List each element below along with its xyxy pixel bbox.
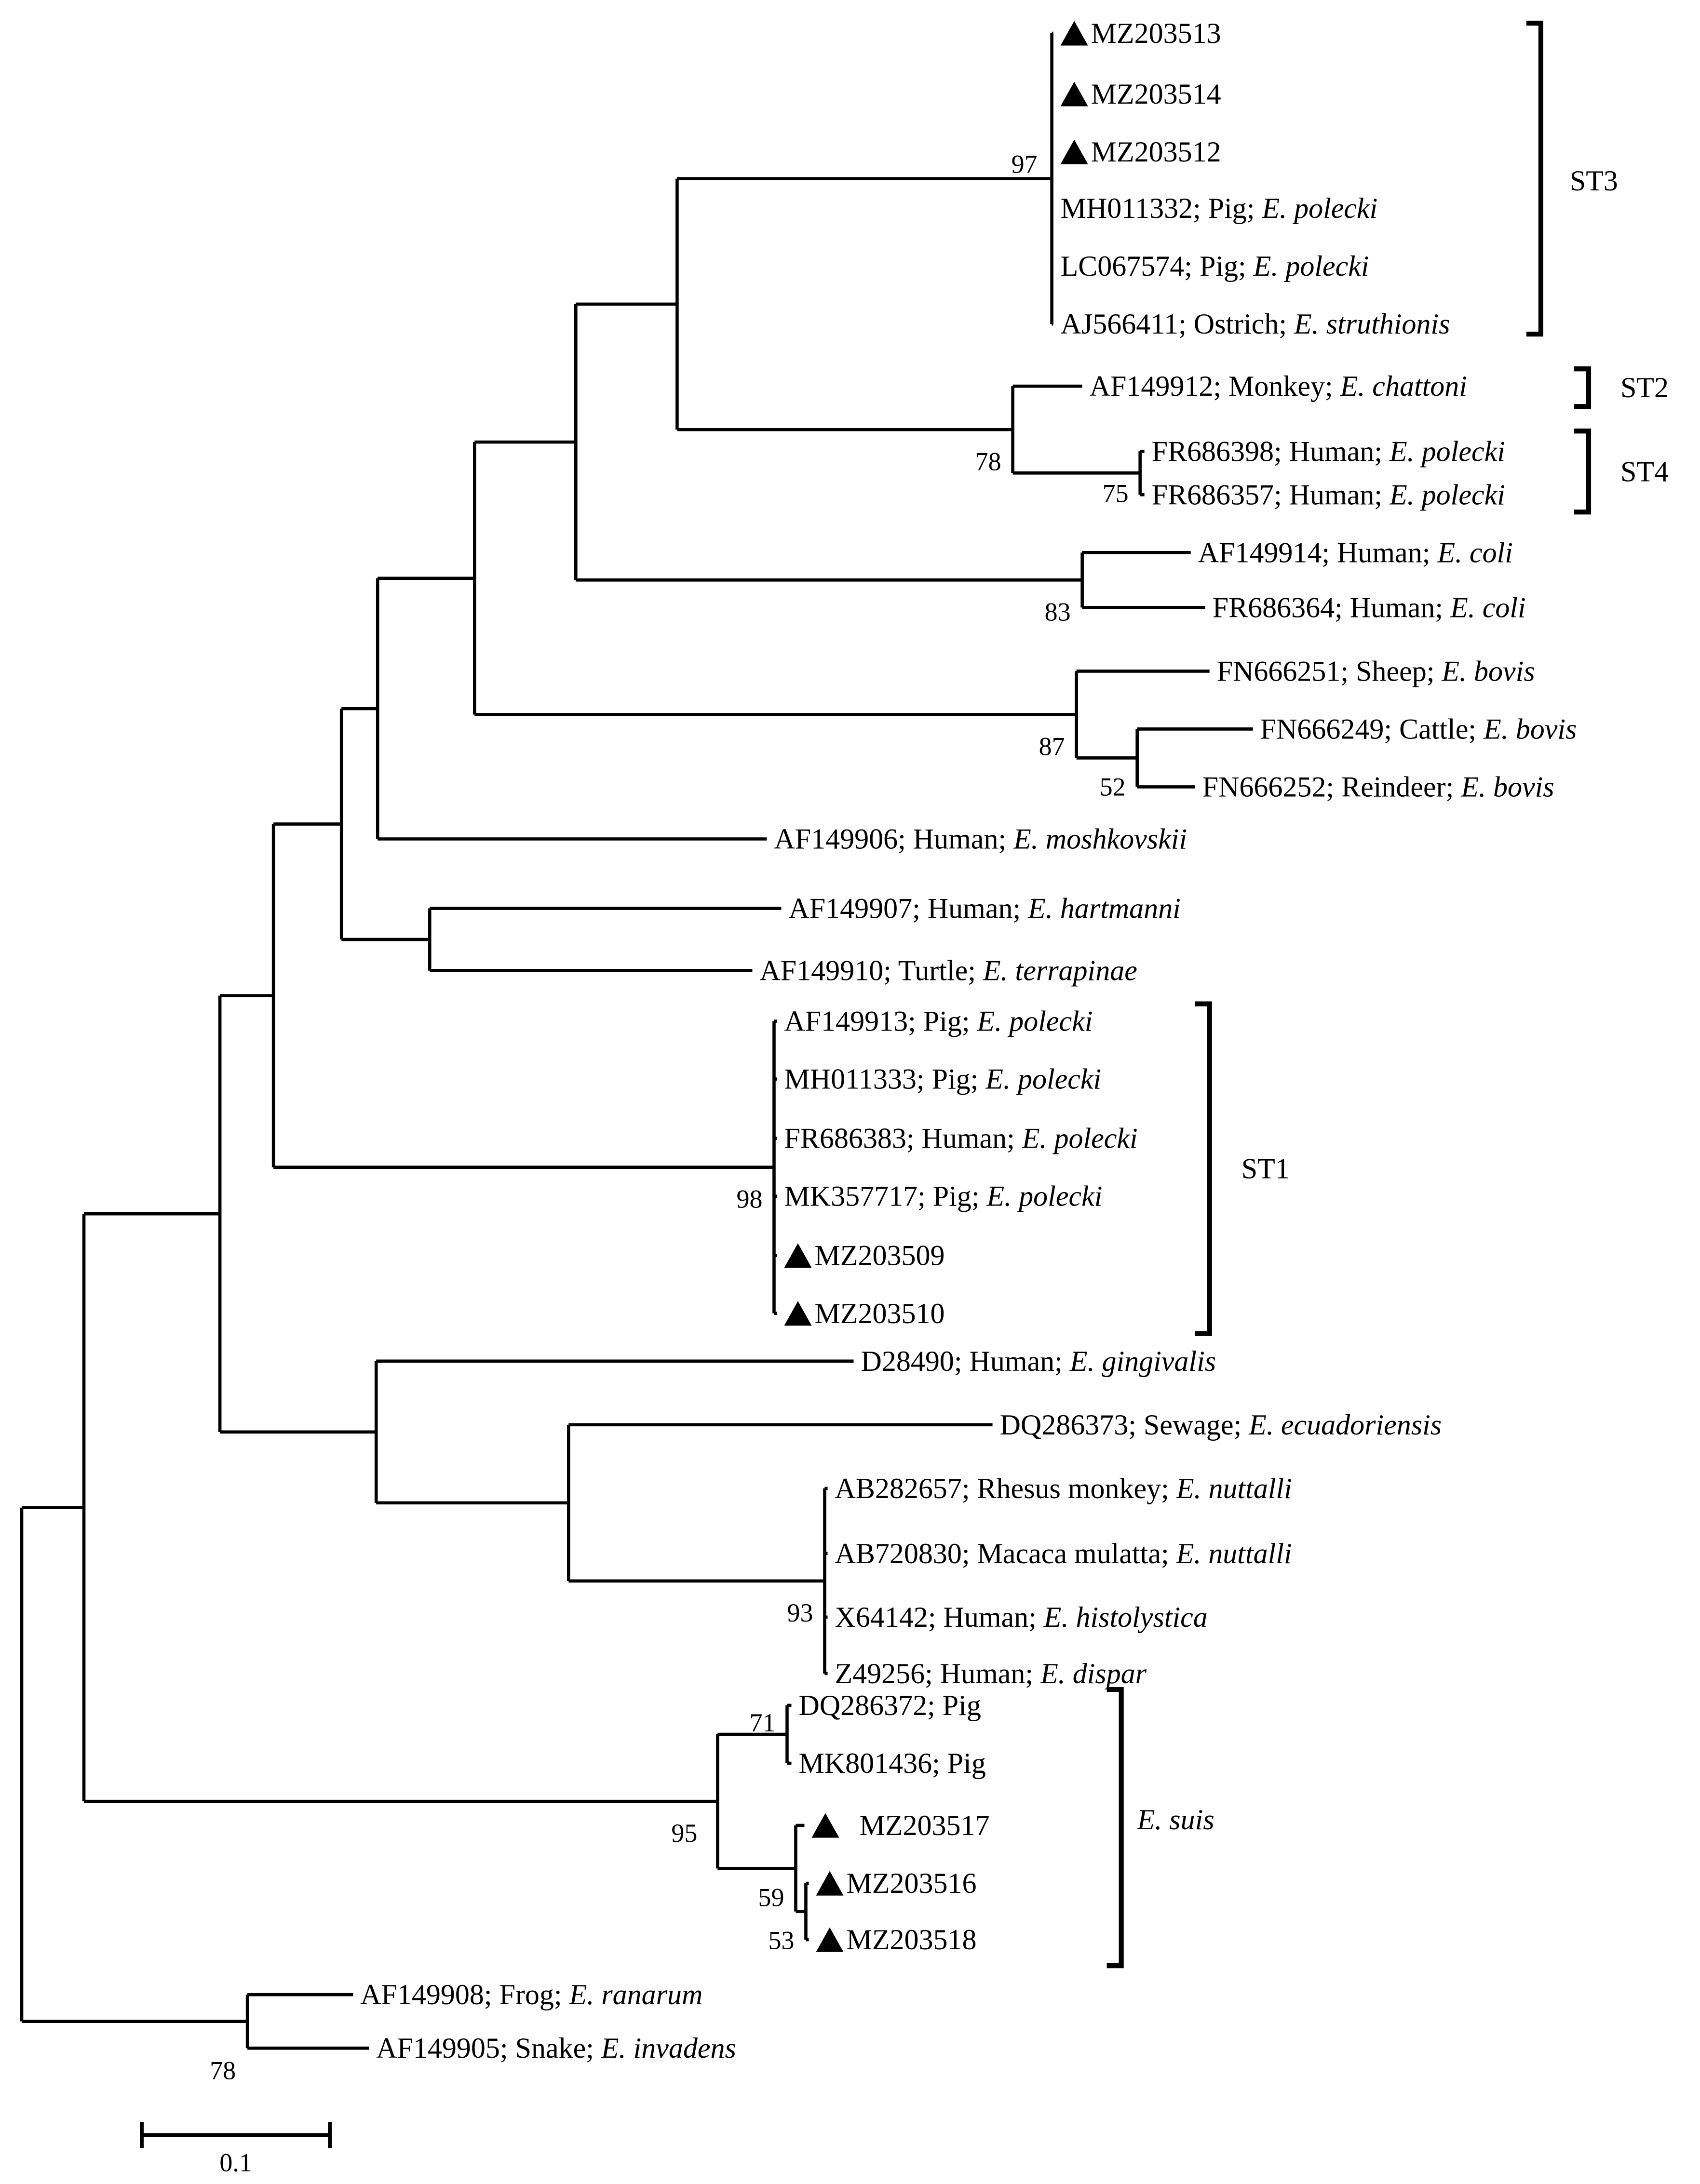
taxon-label: MZ203517	[859, 1809, 990, 1842]
taxon-label: LC067574; Pig; E. polecki	[1060, 250, 1369, 282]
taxon-label: MZ203516	[846, 1867, 977, 1900]
sample-triangle-icon	[1061, 82, 1088, 107]
taxon-label: AF149910; Turtle; E. terrapinae	[759, 954, 1137, 987]
taxon-label: AF149905; Snake; E. invadens	[376, 2032, 736, 2064]
sample-triangle-icon	[816, 1928, 843, 1952]
taxon-label: MZ203513	[1091, 17, 1221, 50]
taxon-label: MK357717; Pig; E. polecki	[784, 1180, 1103, 1212]
bootstrap-value: 97	[1011, 149, 1038, 179]
taxon-label: AF149912; Monkey; E. chattoni	[1089, 370, 1467, 402]
sample-triangle-icon	[784, 1243, 811, 1268]
taxon-label: MZ203512	[1091, 136, 1221, 168]
taxon-label: AF149908; Frog; E. ranarum	[360, 1979, 703, 2011]
clade-bracket	[1574, 369, 1589, 406]
bootstrap-value: 75	[1102, 479, 1129, 508]
clade-label: ST3	[1569, 165, 1618, 197]
taxon-label: FN666249; Cattle; E. bovis	[1260, 713, 1577, 745]
bootstrap-value: 98	[736, 1184, 763, 1214]
clade-label: ST2	[1620, 372, 1669, 404]
taxon-label: AJ566411; Ostrich; E. struthionis	[1060, 308, 1450, 340]
taxon-label: FR686398; Human; E. polecki	[1151, 435, 1505, 468]
taxon-label: AB720830; Macaca mulatta; E. nuttalli	[835, 1537, 1292, 1569]
taxon-label: AF149914; Human; E. coli	[1198, 536, 1513, 569]
taxon-label: DQ286373; Sewage; E. ecuadoriensis	[999, 1408, 1442, 1441]
clade-bracket	[1574, 431, 1589, 512]
bootstrap-value: 52	[1099, 772, 1126, 802]
sample-triangle-icon	[811, 1813, 839, 1838]
clade-label: E. suis	[1137, 1804, 1214, 1836]
clade-label: ST1	[1241, 1152, 1290, 1185]
taxon-label: FR686383; Human; E. polecki	[784, 1122, 1138, 1154]
clade-label: ST4	[1620, 456, 1669, 488]
taxon-label: Z49256; Human; E. dispar	[835, 1657, 1147, 1689]
bootstrap-value: 87	[1039, 732, 1065, 761]
taxon-label: AF149907; Human; E. hartmanni	[788, 892, 1181, 925]
clade-bracket	[1526, 23, 1541, 334]
bootstrap-value: 53	[768, 1926, 795, 1955]
taxon-label: DQ286372; Pig	[798, 1689, 981, 1722]
taxon-label: FR686357; Human; E. polecki	[1151, 479, 1505, 511]
sample-triangle-icon	[1061, 21, 1088, 46]
clade-bracket	[1107, 1689, 1121, 1966]
taxon-label: MZ203509	[814, 1239, 945, 1272]
taxon-label: AF149913; Pig; E. polecki	[784, 1005, 1093, 1037]
bootstrap-value: 71	[749, 1708, 776, 1738]
taxon-label: D28490; Human; E. gingivalis	[861, 1345, 1216, 1377]
taxon-label: MZ203518	[846, 1924, 977, 1956]
bootstrap-value: 59	[758, 1883, 784, 1912]
sample-triangle-icon	[784, 1301, 811, 1326]
bootstrap-value: 78	[975, 447, 1001, 476]
sample-triangle-icon	[816, 1871, 843, 1896]
taxon-label: X64142; Human; E. histolystica	[835, 1601, 1208, 1633]
taxon-label: MK801436; Pig	[798, 1747, 986, 1780]
bootstrap-value: 93	[787, 1598, 813, 1627]
taxon-label: FR686364; Human; E. coli	[1212, 591, 1526, 624]
clade-bracket	[1195, 1004, 1210, 1334]
sample-triangle-icon	[1061, 140, 1088, 164]
bootstrap-value: 95	[671, 1819, 698, 1848]
taxon-label: MH011332; Pig; E. polecki	[1060, 192, 1378, 225]
bootstrap-value: 83	[1044, 597, 1071, 627]
scale-bar-label: 0.1	[219, 2148, 252, 2177]
bootstrap-value: 78	[210, 2056, 236, 2085]
taxon-label: MZ203514	[1091, 78, 1221, 110]
taxon-label: MZ203510	[814, 1297, 945, 1329]
taxon-label: FN666251; Sheep; E. bovis	[1216, 655, 1535, 687]
taxon-label: AB282657; Rhesus monkey; E. nuttalli	[835, 1472, 1292, 1504]
taxon-label: FN666252; Reindeer; E. bovis	[1202, 771, 1554, 803]
taxon-label: AF149906; Human; E. moshkovskii	[774, 823, 1187, 855]
taxon-label: MH011333; Pig; E. polecki	[784, 1063, 1102, 1095]
